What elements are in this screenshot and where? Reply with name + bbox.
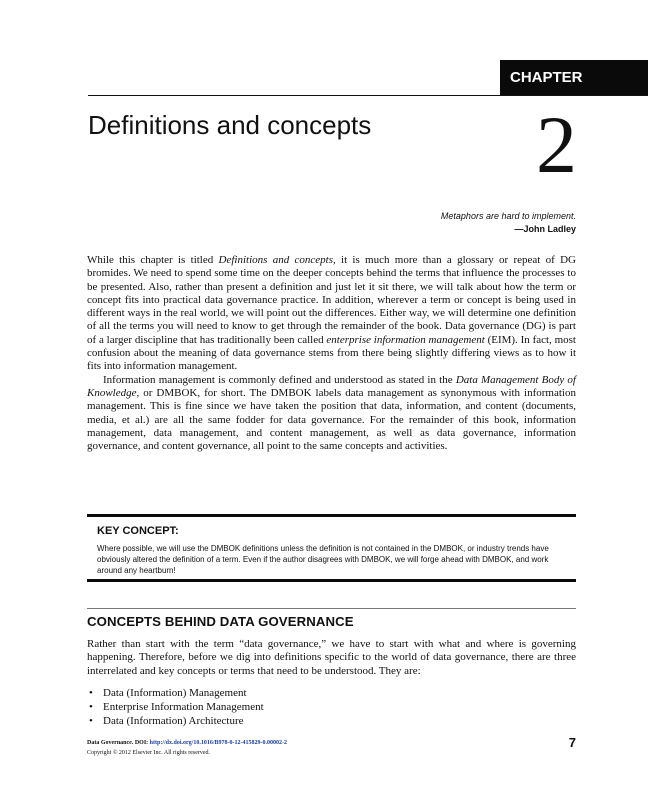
bullet-icon: • (89, 687, 93, 699)
chapter-title: Definitions and concepts (88, 110, 372, 140)
concept-list (89, 686, 264, 728)
intro-paragraph-1: While this chapter is titled Definitions and concepts, it is much more than a glossary or repeat of DG bromides. We need to spend some time on the deeper concepts behind the terms that influence the processes to be presented. Also, rather than present a definition and just let it sit there, we will talk about how the term or concept fits into practical data governance practice. In addition, wherever a term or concept is being used in different ways in the real world, we will point out the differences. Either way, we will determine one definition of all the terms you will need to know to get through the remainder of the book. Data governance (DG) is part of a larger discipline that has traditionally been called enterprise information management (EIM). In fact, most confusion about the meaning of data governance stems from there being slightly differing views as to how it fits into information management. (87, 254, 576, 373)
bullet-icon: • (89, 715, 93, 727)
key-concept-body: Where possible, we will use the DMBOK definitions unless the definition is not contained in the DMBOK, or industry trends have obviously altered the definition of a term. Even if the author disagrees with DMBOK, we will forge ahead with DMBOK, and work around any heartburn! (97, 544, 549, 575)
key-concept-box (87, 514, 576, 582)
page-number: 7 (568, 735, 576, 750)
section-paragraph: Rather than start with the term “data governance,” we have to start with what and where is governing happening. Therefore, before we dig into definitions specific to the world of data governance, there are three interrelated and key concepts or terms that need to be understood. They are: (87, 638, 576, 677)
intro-text (87, 254, 576, 453)
chapter-label: CHAPTER (500, 60, 648, 95)
key-concept-title: KEY CONCEPT: (97, 525, 179, 537)
section-heading: CONCEPTS BEHIND DATA GOVERNANCE (87, 614, 354, 629)
footer-doi-line: Data Governance. DOI: http://dx.doi.org/10.1016/B978-0-12-415829-0.00002-2 (87, 740, 288, 746)
list-item: • Data (Information) Architecture (89, 715, 244, 727)
list-item: • Data (Information) Management (89, 687, 247, 699)
footer-copyright: Copyright © 2012 Elsevier Inc. All rights reserved. (87, 750, 211, 756)
intro-paragraph-2: Information management is commonly defined and understood as stated in the Data Management Body of Knowledge, or DMBOK, for short. The DMBOK labels data management as synonymous with information management. This is fine since we have taken the position that data, information, and content (documents, media, et al.) are all the same fodder for data governance. For the remainder of this book, information management, data management, and content management, as well as data governance, information governance, and content governance, all point to the same concepts and activities. (87, 373, 576, 453)
epigraph-quote: Metaphors are hard to implement. (440, 211, 576, 221)
doi-link[interactable]: http://dx.doi.org/10.1016/B978-0-12-415829-0.00002-2 (149, 740, 288, 746)
section-rule (87, 608, 576, 609)
epigraph-attribution: —John Ladley (514, 224, 576, 234)
epigraph (300, 210, 576, 236)
chapter-rule (88, 95, 648, 96)
page-footer (87, 738, 287, 758)
bullet-icon: • (89, 701, 93, 713)
list-item: • Enterprise Information Management (89, 701, 264, 713)
chapter-number: 2 (536, 99, 577, 190)
